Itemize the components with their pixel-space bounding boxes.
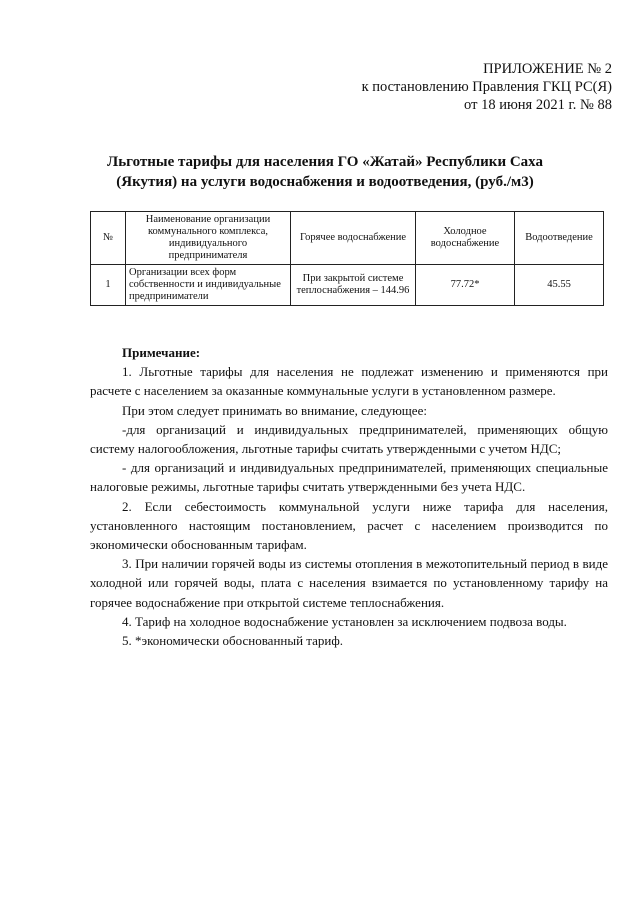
header-org: Наименование организации коммунального комплекса, индивидуального предпринимателя [126, 212, 291, 265]
note-paragraph: 2. Если себестоимость коммунальной услуги ниже тарифа для населения, установленного настоящим постановлением, расчет с населением производится по экономически обоснованным тарифам. [90, 498, 608, 553]
header-sewerage: Водоотведение [515, 212, 604, 265]
tariff-table [90, 211, 604, 306]
title-line-1: Льготные тарифы для населения ГО «Жатай» Республики Саха [107, 154, 543, 170]
note-paragraph: - для организаций и индивидуальных предпринимателей, применяющих специальные налоговые режимы, льготные тарифы считать утвержденными без учета НДС. [90, 460, 608, 495]
table-header-row [91, 212, 604, 265]
notes-section [90, 343, 608, 650]
title-line-2: (Якутия) на услуги водоснабжения и водоотведения, (руб./м3) [116, 174, 534, 190]
cell-cold-water: 77.72* [416, 265, 515, 306]
header-cold-water: Холодное водоснабжение [416, 212, 515, 265]
appendix-date: от 18 июня 2021 г. № 88 [464, 97, 612, 113]
note-paragraph: 3. При наличии горячей воды из системы отопления в межотопительный период в виде холодной или горячей воды, плата с населения взимается по установленному тарифу на горячее водоснабжение при открытой системе теплоснабжения. [90, 556, 608, 610]
table-row [91, 265, 604, 306]
cell-org: Организации всех форм собственности и индивидуальные предприниматели [126, 265, 291, 306]
cell-num: 1 [91, 265, 126, 306]
note-paragraph: 4. Тариф на холодное водоснабжение установлен за исключением подвоза воды. [122, 613, 567, 629]
cell-sewerage: 45.55 [515, 265, 604, 306]
header-num: № [91, 212, 126, 265]
note-paragraph: При этом следует принимать во внимание, следующее: [122, 402, 427, 418]
note-paragraph: 5. *экономически обоснованный тариф. [122, 633, 344, 649]
cell-hot-water: При закрытой системе теплоснабжения – 144.96 [291, 265, 416, 306]
appendix-resolution-ref: к постановлению Правления ГКЦ РС(Я) [361, 79, 612, 95]
note-paragraph: -для организаций и индивидуальных предпринимателей, применяющих общую систему налогообложения, льготные тарифы считать утвержденными с учетом НДС; [90, 421, 608, 457]
document-title [90, 152, 560, 192]
header-hot-water: Горячее водоснабжение [291, 212, 416, 265]
note-paragraph: 1. Льготные тарифы для населения не подлежат изменению и применяются при расчете с населением за оказанные коммунальные услуги в установленном размере. [90, 364, 608, 399]
appendix-number: ПРИЛОЖЕНИЕ № 2 [483, 61, 612, 77]
appendix-header [362, 60, 612, 114]
notes-heading: Примечание: [122, 345, 201, 360]
